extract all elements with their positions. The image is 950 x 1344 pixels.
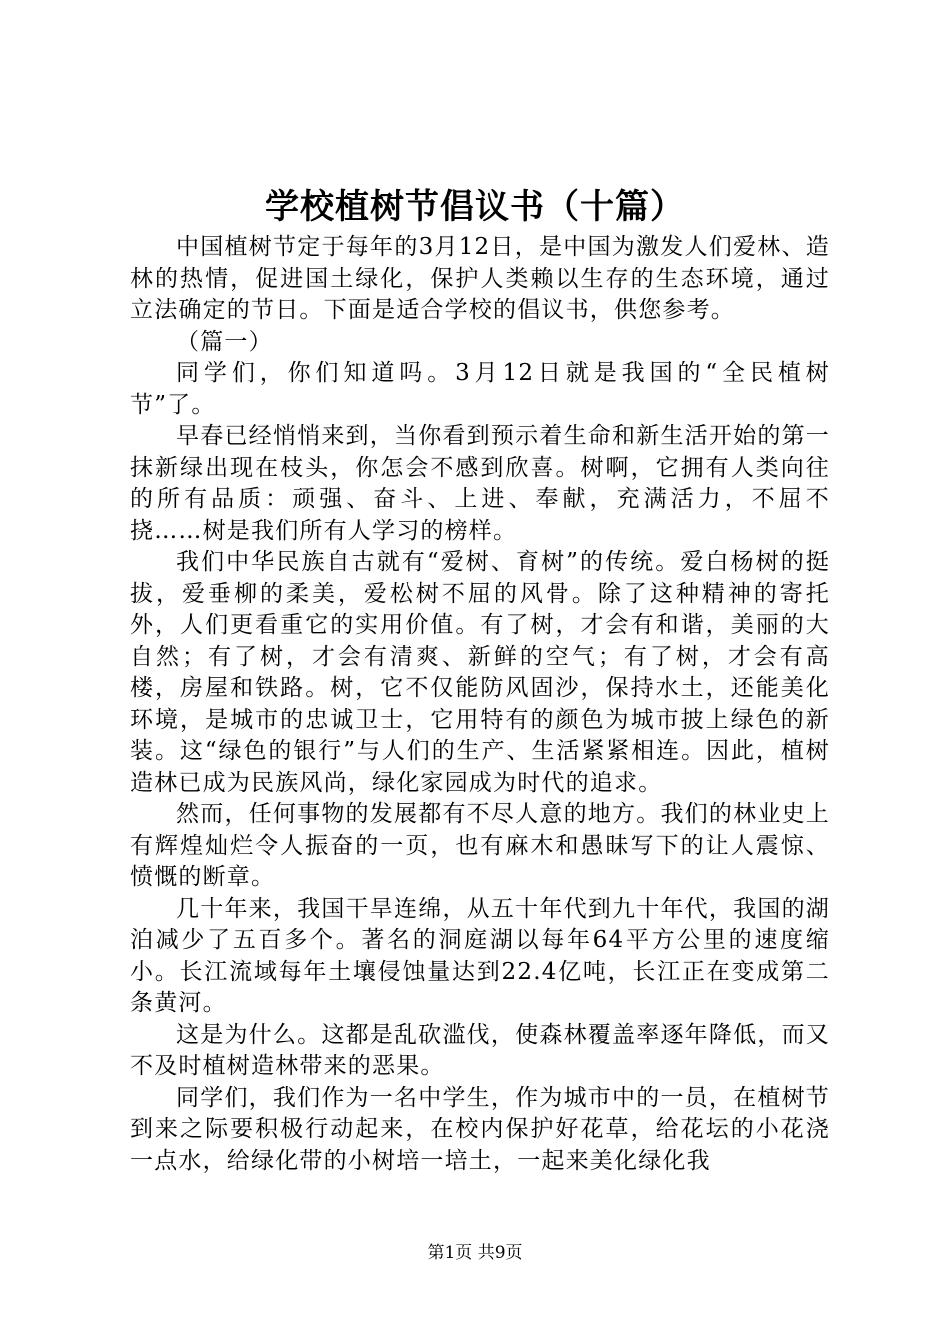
section-heading: （篇一） bbox=[176, 328, 273, 355]
paragraph: 同学们，你们知道吗。3月12日就是我国的“全民植树节”了。 bbox=[130, 360, 830, 418]
paragraph: 几十年来，我国干旱连绵，从五十年代到九十年代，我国的湖泊减少了五百多个。著名的洞庭湖以每年64平方公里的速度缩小。长江流域每年土壤侵蚀量达到22.4亿吨，长江正在变成第二条黄河。 bbox=[130, 895, 830, 1016]
paragraph: 这是为什么。这都是乱砍滥伐，使森林覆盖率逐年降低，而又不及时植树造林带来的恶果。 bbox=[130, 1021, 830, 1079]
page-footer: 第1页 共9页 bbox=[427, 1243, 523, 1263]
paragraph: 同学们，我们作为一名中学生，作为城市中的一员，在植树节到来之际要积极行动起来，在校内保护好花草，给花坛的小花浇一点水，给绿化带的小树培一培土，一起来美化绿化我 bbox=[130, 1084, 830, 1174]
document-body bbox=[130, 232, 830, 1177]
paragraph: 然而，任何事物的发展都有不尽人意的地方。我们的林业史上有辉煌灿烂令人振奋的一页，也有麻木和愚昧写下的让人震惊、愤慨的断章。 bbox=[130, 801, 830, 890]
paragraph: 早春已经悄悄来到，当你看到预示着生命和新生活开始的第一抹新绿出现在枝头，你怎会不感到欣喜。树啊，它拥有人类向往的所有品质：顽强、奋斗、上进、奉献，充满活力，不屈不挠……树是我们所有人学习的榜样。 bbox=[130, 423, 830, 544]
document-title: 学校植树节倡议书（十篇） bbox=[265, 187, 685, 227]
paragraph-intro: 中国植树节定于每年的3月12日，是中国为激发人们爱林、造林的热情，促进国土绿化，保护人类赖以生存的生态环境，通过立法确定的节日。下面是适合学校的倡议书，供您参考。 bbox=[130, 234, 830, 323]
paragraph: 我们中华民族自古就有“爱树、育树”的传统。爱白杨树的挺拔，爱垂柳的柔美，爱松树不屈的风骨。除了这种精神的寄托外，人们更看重它的实用价值。有了树，才会有和谐，美丽的大自然；有了树，才会有清爽、新鲜的空气；有了树，才会有高楼，房屋和铁路。树，它不仅能防风固沙，保持水土，还能美化环境，是城市的忠诚卫士，它用特有的颜色为城市披上绿色的新装。这“绿色的银行”与人们的生产、生活紧紧相连。因此，植树造林已成为民族风尚，绿化家园成为时代的追求。 bbox=[130, 549, 830, 796]
